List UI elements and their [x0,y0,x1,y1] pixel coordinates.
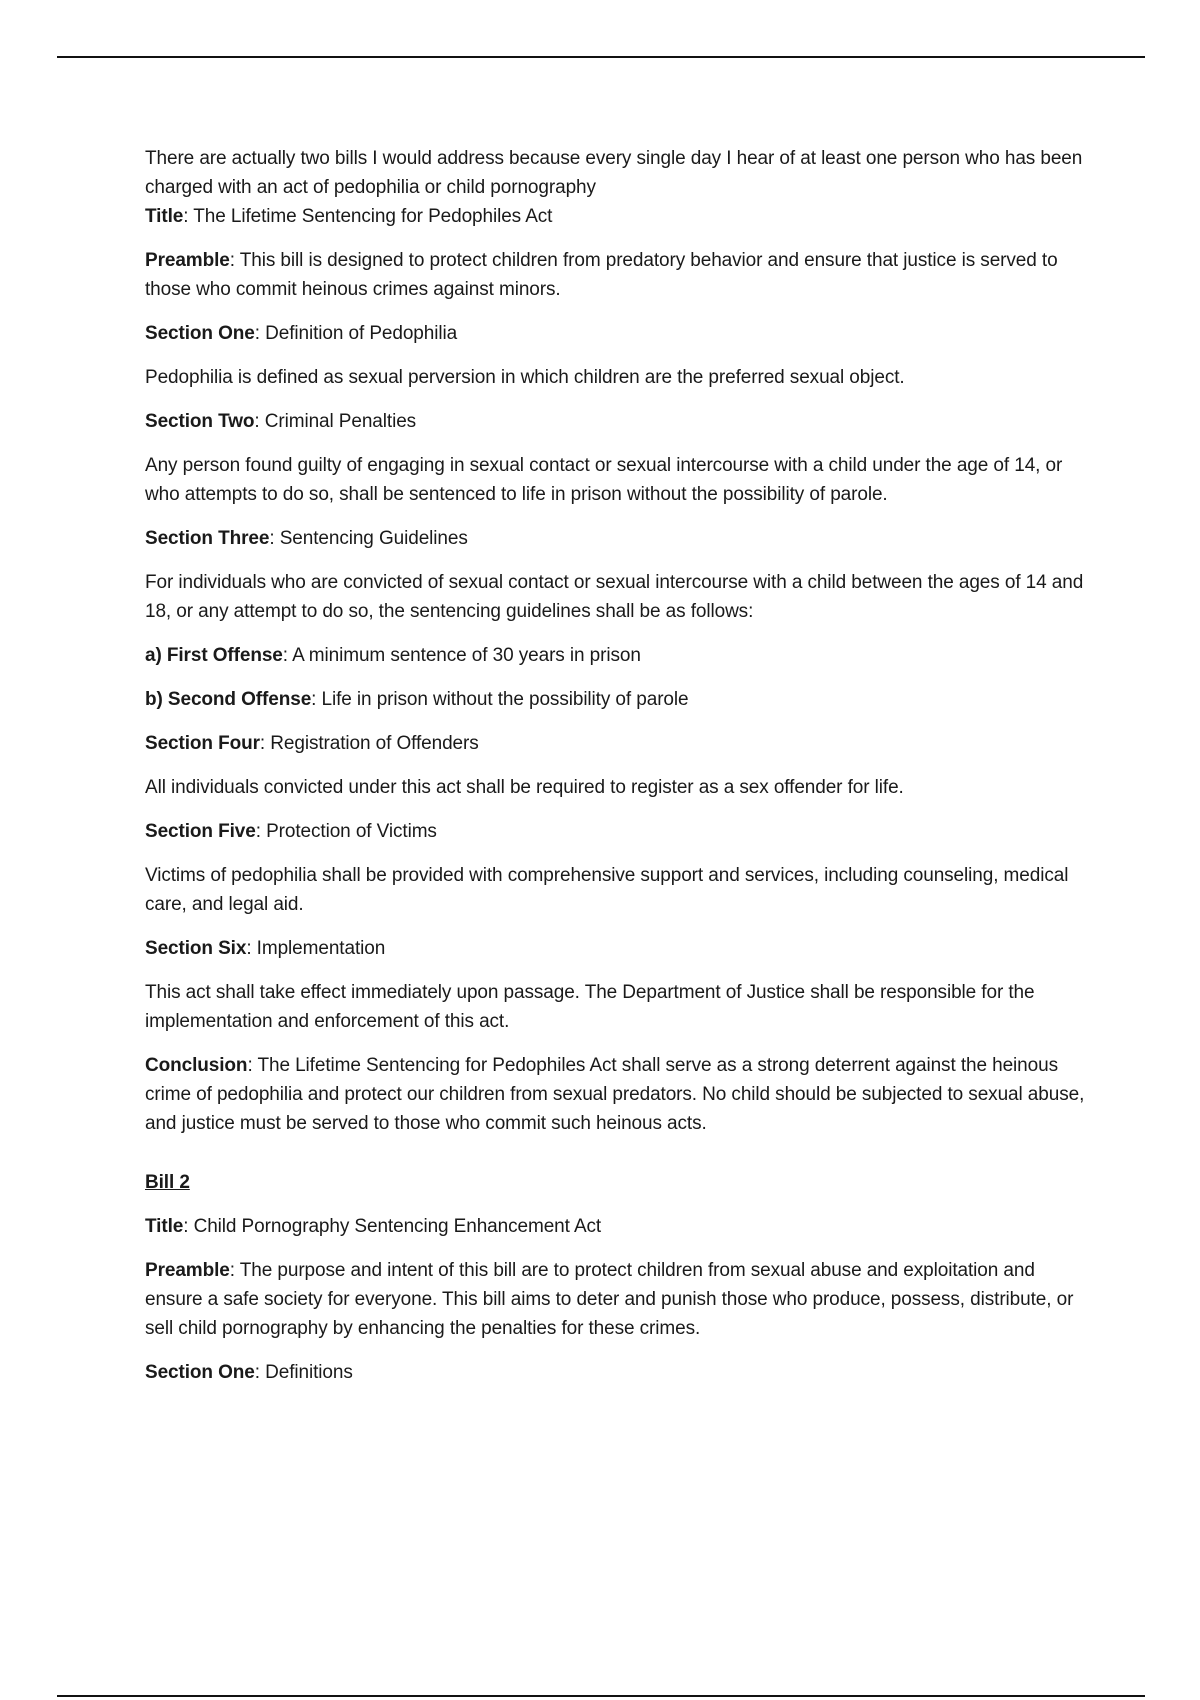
bill1-section-five-label: Section Five [145,821,256,842]
bill2-section-one-heading [145,1358,1095,1387]
document-body [145,144,1095,1402]
bill1-section-three-heading [145,524,1095,553]
first-offense-label: a) First Offense [145,645,283,666]
bill1-title-text: : The Lifetime Sentencing for Pedophiles Act [183,206,553,227]
bill1-section-six-body: This act shall take effect immediately upon passage. The Department of Justice shall be responsible for the implementation and enforcement of this act. [145,982,1035,1032]
bill1-preamble-text: : This bill is designed to protect children from predatory behavior and ensure that justice is served to those who commit heinous crimes against minors. [145,250,1058,300]
bill1-section-five-title: : Protection of Victims [255,821,437,842]
bill2-title-text: : Child Pornography Sentencing Enhancement Act [183,1216,602,1237]
bill1-conclusion [145,1051,1095,1138]
bill1-section-one-title: : Definition of Pedophilia [254,323,458,344]
first-offense-text: : A minimum sentence of 30 years in prison [282,645,641,666]
bill2-title [145,1212,1095,1241]
bill2-section-one-title: : Definitions [254,1362,353,1383]
bill2-section-one-label: Section One [145,1362,255,1383]
bill1-section-three-label: Section Three [145,528,270,549]
bill1-section-two-label: Section Two [145,411,255,432]
bill1-section-five-body: Victims of pedophilia shall be provided with comprehensive support and services, including counseling, medical care, and legal aid. [145,865,1069,915]
intro-paragraph: There are actually two bills I would address because every single day I hear of at least one person who has been charged with an act of pedophilia or child pornography [145,148,1083,198]
bill1-section-three-title: : Sentencing Guidelines [269,528,468,549]
bill1-section-two-heading [145,407,1095,436]
bill1-section-six-label: Section Six [145,938,247,959]
bill1-section-four-body: All individuals convicted under this act shall be required to register as a sex offender for life. [145,777,904,798]
bill1-preamble-label: Preamble [145,250,230,271]
bill1-section-three-body: For individuals who are convicted of sexual contact or sexual intercourse with a child between the ages of 14 and 18, or any attempt to do so, the sentencing guidelines shall be as follows: [145,572,1084,622]
bill2-preamble [145,1256,1095,1343]
bill1-section-two-body: Any person found guilty of engaging in sexual contact or sexual intercourse with a child under the age of 14, or who attempts to do so, shall be sentenced to life in prison without the possibility of parole. [145,455,1063,505]
header-rule [57,56,1145,58]
bill1-section-one-label: Section One [145,323,255,344]
bill2-title-label: Title [145,1216,184,1237]
bill1-title [145,202,1095,231]
bill1-section-one-body: Pedophilia is defined as sexual perversion in which children are the preferred sexual object. [145,367,905,388]
bill1-title-label: Title [145,206,184,227]
bill1-conclusion-label: Conclusion [145,1055,248,1076]
bill2-heading: Bill 2 [145,1172,190,1193]
bill1-section-four-heading [145,729,1095,758]
bill1-section-five-heading [145,817,1095,846]
bill1-section-two-title: : Criminal Penalties [254,411,417,432]
second-offense-text: : Life in prison without the possibility of parole [311,689,689,710]
bill1-preamble [145,246,1095,304]
bill1-section-six-title: : Implementation [246,938,386,959]
second-offense-label: b) Second Offense [145,689,312,710]
bill1-item-second-offense [145,685,1095,714]
bill1-item-first-offense [145,641,1095,670]
bill1-section-four-title: : Registration of Offenders [259,733,479,754]
bill1-section-six-heading [145,934,1095,963]
bill1-section-four-label: Section Four [145,733,260,754]
bill1-conclusion-text: : The Lifetime Sentencing for Pedophiles Act shall serve as a strong deterrent against the heinous crime of pedophilia and protect our children from sexual predators. No child should be subjected to sexual abuse, and justice must be served to those who commit such heinous acts. [145,1055,1085,1134]
bill2-preamble-text: : The purpose and intent of this bill are to protect children from sexual abuse and exploitation and ensure a safe society for everyone. This bill aims to deter and punish those who produce, possess, distribute, or sell child pornography by enhancing the penalties for these crimes. [145,1260,1074,1339]
bill2-preamble-label: Preamble [145,1260,230,1281]
footer-rule [57,1695,1145,1697]
bill1-section-one-heading [145,319,1095,348]
